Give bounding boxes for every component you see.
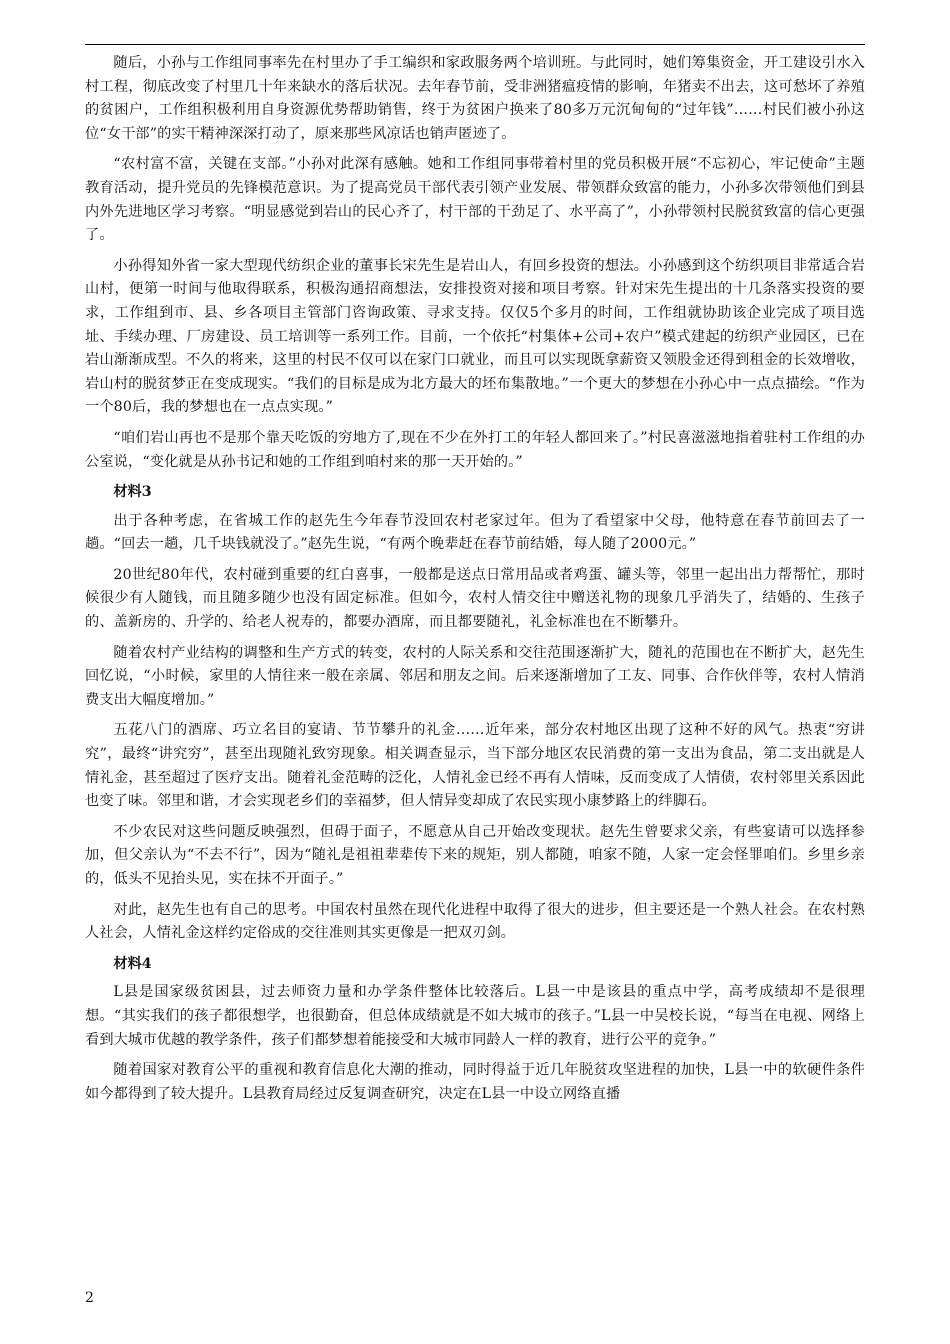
- paragraph: 对此，赵先生也有自己的思考。中国农村虽然在现代化进程中取得了很大的进步，但主要还是一个熟人社会。在农村熟人社会，人情礼金这样约定俗成的交往准则其实更像是一把双刃剑。: [85, 901, 865, 942]
- paragraph: 20世纪80年代，农村碰到重要的红白喜事，一般都是送点日常用品或者鸡蛋、罐头等，邻里一起出出力帮帮忙，那时候很少有人随钱，而且随多随少也没有固定标准。但如今，农村人情交往中赠送礼物的现象几乎消失了，结婚的、生孩子的、盖新房的、升学的、给老人祝寿的，都要办酒席，而且都要随礼，礼金标准也在不断攀升。: [85, 566, 865, 631]
- paragraph: 不少农民对这些问题反映强烈，但碍于面子，不愿意从自己开始改变现状。赵先生曾要求父亲，有些宴请可以选择参加，但父亲认为“不去不行”，因为“随礼是祖祖辈辈传下来的规矩，别人都随，咱家不随，人家一定会怪罪咱们。乡里乡亲的，低头不见抬头见，实在抹不开面子。”: [85, 823, 865, 887]
- paragraph: “农村富不富，关键在支部。”小孙对此深有感触。她和工作组同事带着村里的党员积极开展“不忘初心，牢记使命”主题教育活动，提升党员的先锋模范意识。为了提高党员干部代表引领产业发展、带领群众致富的能力，小孙多次带领他们到县内外先进地区学习考察。“明显感觉到岩山的民心齐了，村干部的干劲足了、水平高了”，小孙带领村民脱贫致富的信心更强了。: [85, 156, 865, 244]
- paragraph: 小孙得知外省一家大型现代纺织企业的董事长宋先生是岩山人，有回乡投资的想法。小孙感到这个纺织项目非常适合岩山村，便第一时间与他取得联系，积极沟通招商想法，安排投资对接和项目考察。针对宋先生提出的十几条落实投资的要求，工作组到市、县、乡各项目主管部门咨询政策、寻求支持。仅仅5个多月的时间，工作组就协助该企业完成了项目选址、手续办理、厂房建设、员工培训等一系列工作。目前，一个依托“村集体+公司+农户”模式建起的纺织产业园区，已在岩山渐渐成型。不久的将来，这里的村民不仅可以在家门口就业，而且可以实现既拿薪资又领股金还得到租金的长效增收，岩山村的脱贫梦正在变成现实。“我们的目标是成为北方最大的坯布集散地。”一个更大的梦想在小孙心中一点点描绘。“作为一个80后，我的梦想也在一点点实现。”: [85, 257, 865, 416]
- header-rule: [85, 44, 865, 45]
- paragraph: 随着国家对教育公平的重视和教育信息化大潮的推动，同时得益于近几年脱贫攻坚进程的加快，L县一中的软硬件条件如今都得到了较大提升。L县教育局经过反复调查研究，决定在L县一中设立网络直播: [85, 1062, 865, 1102]
- section-heading-material-3: 材料3: [113, 484, 152, 501]
- paragraph: 随着农村产业结构的调整和生产方式的转变，农村的人际关系和交往范围逐渐扩大，随礼的范围也在不断扩大，赵先生回忆说，“小时候，家里的人情往来一般在亲属、邻居和朋友之间。后来逐渐增加了工友、同事、合作伙伴等，农村人情消费支出大幅度增加。”: [85, 644, 865, 708]
- section-heading-material-4: 材料4: [113, 955, 152, 972]
- paragraph: L县是国家级贫困县，过去师资力量和办学条件整体比较落后。L县一中是该县的重点中学，高考成绩却不是很理想。“其实我们的孩子都很想学，也很勤奋，但总体成绩就是不如大城市的孩子。”L县一中吴校长说，“每当在电视、网络上看到大城市优越的教学条件，孩子们都梦想着能接受和大城市同龄人一样的教育，进行公平的竞争。”: [85, 984, 865, 1048]
- paragraph: “咱们岩山再也不是那个靠天吃饭的穷地方了,现在不少在外打工的年轻人都回来了。”村民喜滋滋地指着驻村工作组的办公室说，“变化就是从孙书记和她的工作组到咱村来的那一天开始的。”: [85, 429, 865, 470]
- paragraph: 随后，小孙与工作组同事率先在村里办了手工编织和家政服务两个培训班。与此同时，她们筹集资金，开工建设引水入村工程，彻底改变了村里几十年来缺水的落后状况。去年春节前，受非洲猪瘟疫情的影响，年猪卖不出去，这可愁坏了养殖的贫困户，工作组积极利用自身资源优势帮助销售，终于为贫困户换来了80多万元沉甸甸的“过年钱”……村民们被小孙这位“女干部”的实干精神深深打动了，原来那些风凉话也销声匿迹了。: [85, 55, 865, 142]
- document-body: [85, 52, 865, 1113]
- paragraph: 五花八门的酒席、巧立名目的宴请、节节攀升的礼金……近年来，部分农村地区出现了这种不好的风气。热衷“穷讲究”，最终“讲究穷”，甚至出现随礼致穷现象。相关调查显示，当下部分地区农民消费的第一支出为食品，第二支出就是人情礼金，甚至超过了医疗支出。随着礼金范畴的泛化，人情礼金已经不再有人情味，反而变成了人情债，农村邻里关系因此也变了味。邻里和谐，才会实现老乡们的幸福梦，但人情异变却成了农民实现小康梦路上的绊脚石。: [85, 722, 865, 810]
- paragraph: 出于各种考虑，在省城工作的赵先生今年春节没回农村老家过年。但为了看望家中父母，他特意在春节前回去了一趟。“回去一趟，几千块钱就没了。”赵先生说，“有两个晚辈赶在春节前结婚，每人随了2000元。”: [85, 512, 865, 553]
- page-number: 2: [85, 1290, 94, 1306]
